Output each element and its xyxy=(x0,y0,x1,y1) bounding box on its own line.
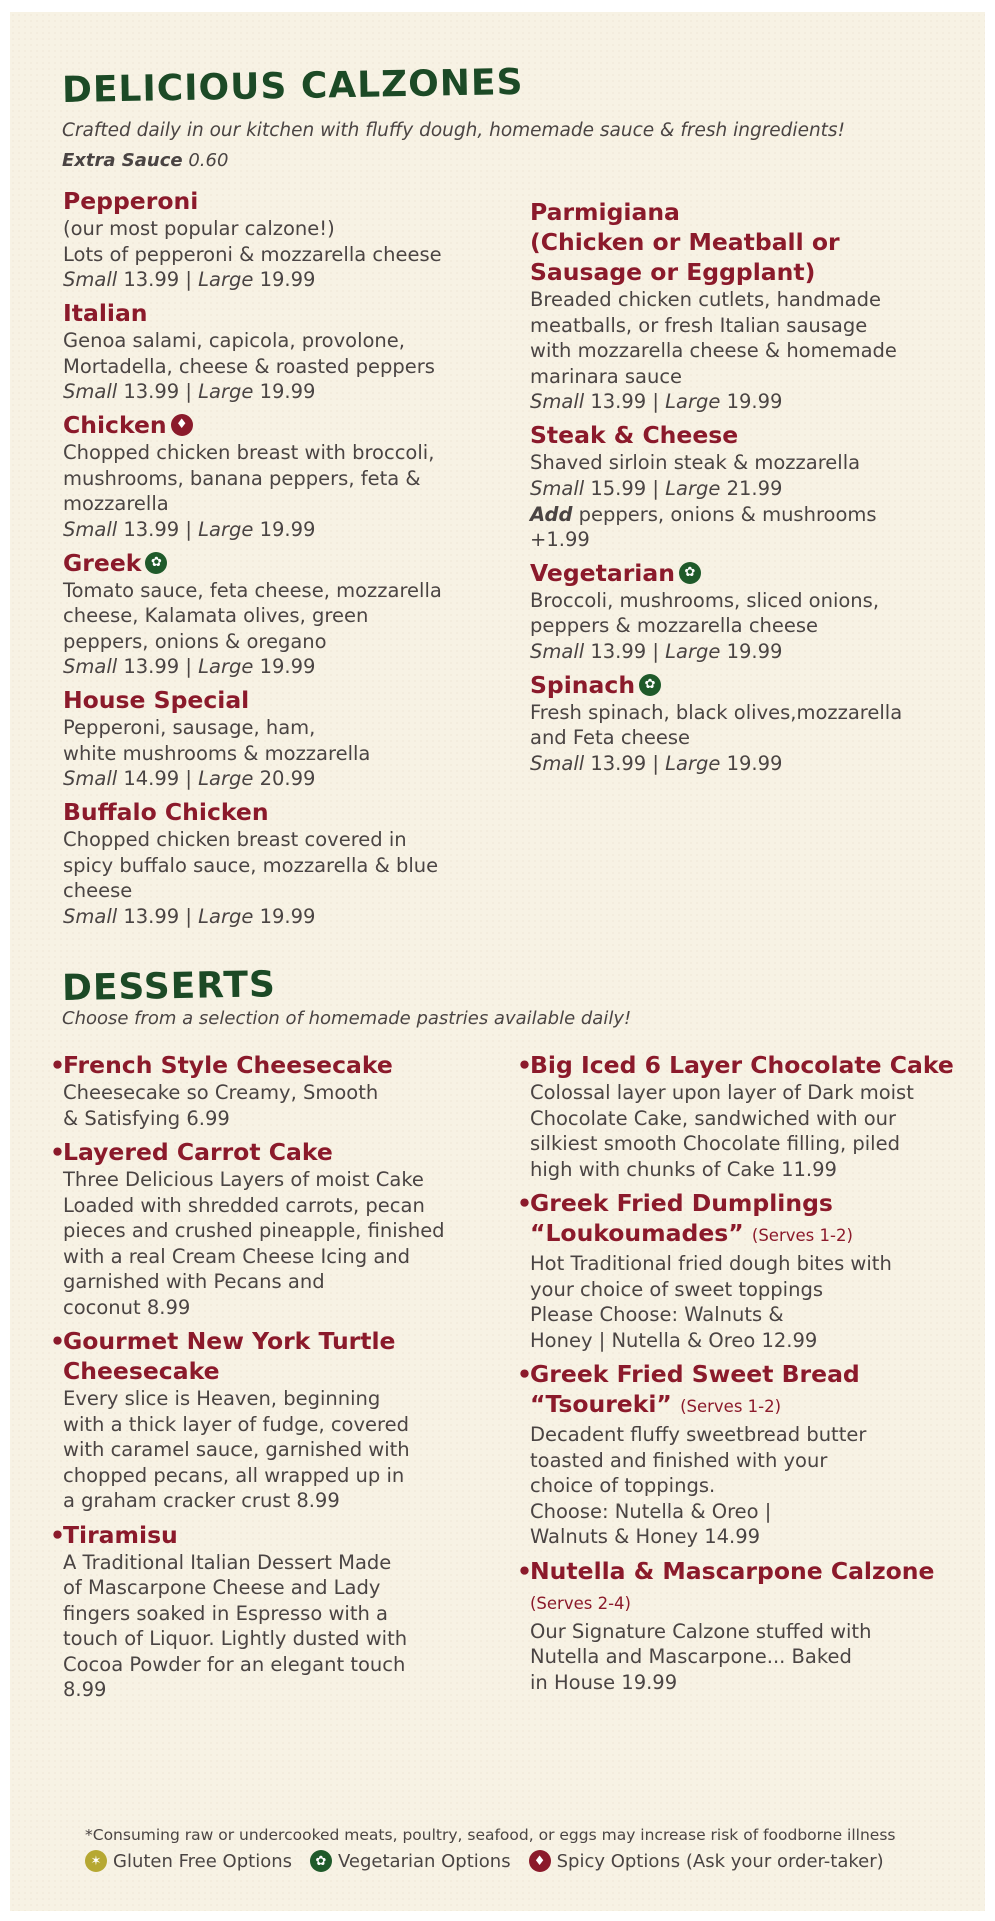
dessert-item xyxy=(517,1050,960,1182)
calzone-price: Small 14.99 | Large 20.99 xyxy=(63,767,316,790)
calzone-description: Broccoli, mushrooms, sliced onions, peppers & mozzarella cheese xyxy=(530,588,880,637)
bullet-icon: • xyxy=(517,1051,533,1079)
desserts-tagline: Choose from a selection of homemade pastries available daily! xyxy=(62,1008,632,1029)
legend-item xyxy=(310,1850,511,1872)
calzone-name-text: Italian xyxy=(63,299,148,327)
bullet-icon: • xyxy=(50,1138,66,1166)
calzone-name-text: House Special xyxy=(63,686,250,714)
calzone-name-text: Greek xyxy=(63,548,142,577)
calzone-name xyxy=(63,548,503,578)
calzone-description: Fresh spinach, black olives,mozzarella and Feta cheese xyxy=(530,700,903,749)
dessert-name-text: Layered Carrot Cake xyxy=(63,1138,333,1166)
leaf-icon: ✿ xyxy=(145,552,167,574)
dessert-name-text: French Style Cheesecake xyxy=(63,1051,393,1079)
calzone-description: Pepperoni, sausage, ham, white mushrooms & mozzarella xyxy=(63,716,371,765)
bullet-icon: • xyxy=(50,1051,66,1079)
calzones-title: DELICIOUS CALZONES xyxy=(61,61,524,111)
bullet-icon: • xyxy=(517,1360,533,1388)
leaf-icon: ✿ xyxy=(639,674,661,696)
calzone-name xyxy=(530,420,950,450)
calzone-name-text: Steak & Cheese xyxy=(530,421,739,449)
calzone-name xyxy=(63,797,503,827)
dessert-description: Cheesecake so Creamy, Smooth & Satisfying 6.99 xyxy=(63,1081,379,1130)
leaf-icon: ✿ xyxy=(679,562,701,584)
legend-item xyxy=(85,1850,292,1872)
legend-label: Gluten Free Options xyxy=(113,1850,292,1872)
desserts-title: DESSERTS xyxy=(61,964,277,1009)
dessert-name xyxy=(517,1556,960,1619)
dessert-name-text: Gourmet New York Turtle Cheesecake xyxy=(63,1327,396,1385)
dessert-name xyxy=(50,1520,503,1550)
dessert-name-text: Nutella & Mascarpone Calzone xyxy=(530,1556,935,1585)
calzone-name xyxy=(530,197,950,287)
leaf-icon: ✿ xyxy=(310,1850,332,1872)
calzone-name-text: Vegetarian xyxy=(530,558,675,587)
calzone-price: Small 15.99 | Large 21.99 xyxy=(530,476,783,500)
calzone-item xyxy=(63,685,503,792)
dessert-item xyxy=(50,1137,503,1320)
calzone-item xyxy=(63,298,503,405)
dessert-description: Every slice is Heaven, beginning with a thick layer of fudge, covered with caramel sauce, garnished with chopped pecans, all wrapped up in a graham cracker crust 8.99 xyxy=(63,1387,410,1512)
calzone-name xyxy=(63,685,503,715)
bullet-icon: • xyxy=(517,1556,533,1585)
dessert-item xyxy=(50,1050,503,1131)
calzone-item xyxy=(530,420,950,553)
dessert-item xyxy=(517,1188,960,1353)
dessert-name-text: Tiramisu xyxy=(63,1520,178,1549)
calzone-price: Small 13.99 | Large 19.99 xyxy=(63,655,316,678)
calzone-name xyxy=(63,410,503,440)
desserts-right-column xyxy=(517,1050,960,1701)
dessert-item xyxy=(517,1359,960,1550)
calzone-item xyxy=(63,186,503,293)
extra-sauce xyxy=(62,150,228,171)
calzone-item xyxy=(530,558,950,665)
dessert-item xyxy=(50,1326,503,1514)
dessert-name xyxy=(50,1326,503,1386)
legend-label: Vegetarian Options xyxy=(338,1850,511,1872)
calzone-description: Shaved sirloin steak & mozzarella xyxy=(530,451,861,474)
calzone-description: Genoa salami, capicola, provolone, Mortadella, cheese & roasted peppers xyxy=(63,329,435,378)
calzone-item xyxy=(63,410,503,543)
dessert-description: Decadent fluffy sweetbread butter toasted and finished with your choice of toppings. Choose: Nutella & Oreo | Walnuts & Honey 14.99 xyxy=(530,1423,867,1548)
icon-legend xyxy=(85,1850,902,1872)
calzone-name xyxy=(530,558,950,588)
calzone-description: Breaded chicken cutlets, handmade meatballs, or fresh Italian sausage with mozzarella cheese & homemade marinara sauce xyxy=(530,288,897,388)
calzone-price: Small 13.99 | Large 19.99 xyxy=(530,751,783,775)
legend-label: Spicy Options (Ask your order-taker) xyxy=(556,1850,884,1872)
calzone-name xyxy=(530,670,950,700)
dessert-serves: (Serves 1-2) xyxy=(751,1226,853,1245)
pepper-icon: ♦ xyxy=(171,414,193,436)
calzones-left-column xyxy=(63,186,503,935)
dessert-description: Our Signature Calzone stuffed with Nutella and Mascarpone... Baked in House 19.99 xyxy=(530,1619,872,1694)
dessert-serves: (Serves 2-4) xyxy=(530,1593,631,1613)
dessert-name xyxy=(50,1137,503,1167)
dessert-name xyxy=(517,1050,960,1080)
calzones-right-column xyxy=(530,197,950,782)
bullet-icon: • xyxy=(50,1520,66,1549)
calzone-price: Small 13.99 | Large 19.99 xyxy=(530,390,783,413)
calzone-item xyxy=(63,548,503,681)
calzone-price: Small 13.99 | Large 19.99 xyxy=(63,904,316,928)
calzone-price: Small 13.99 | Large 19.99 xyxy=(63,268,316,291)
extra-sauce-label: Extra Sauce xyxy=(62,150,183,171)
dessert-description: A Traditional Italian Dessert Made of Mascarpone Cheese and Lady fingers soaked in Espresso with a touch of Liquor. Lightly dusted with Cocoa Powder for an elegant touch 8.99 xyxy=(63,1550,408,1701)
calzone-item xyxy=(530,670,950,777)
dessert-name-text: Greek Fried Sweet Bread “Tsoureki” xyxy=(530,1360,860,1418)
calzone-description: Chopped chicken breast with broccoli, mushrooms, banana peppers, feta & mozzarella xyxy=(63,441,435,515)
dessert-description: Colossal layer upon layer of Dark moist Chocolate Cake, sandwiched with our silkiest smooth Chocolate filling, piled high with chunks of Cake 11.99 xyxy=(530,1081,914,1181)
health-disclaimer: *Consuming raw or undercooked meats, poultry, seafood, or eggs may increase risk of foodborne illness xyxy=(85,1826,896,1844)
calzone-description: (our most popular calzone!) Lots of pepperoni & mozzarella cheese xyxy=(63,217,442,266)
calzones-tagline: Crafted daily in our kitchen with fluffy dough, homemade sauce & fresh ingredients! xyxy=(62,120,845,141)
dessert-name-text: Greek Fried Dumplings “Loukoumades” xyxy=(530,1189,833,1247)
legend-item xyxy=(529,1850,884,1872)
calzone-name-text: Spinach xyxy=(530,670,636,699)
dessert-description: Three Delicious Layers of moist Cake Loaded with shredded carrots, pecan pieces and crushed pineapple, finished with a real Cream Cheese Icing and garnished with Pecans and coconut 8.99 xyxy=(63,1168,445,1319)
extra-sauce-price: 0.60 xyxy=(188,150,229,171)
calzone-description: Tomato sauce, feta cheese, mozzarella cheese, Kalamata olives, green peppers, onions & oregano xyxy=(63,578,442,653)
dessert-item xyxy=(517,1556,960,1696)
calzone-name-text: Chicken xyxy=(63,411,167,439)
dessert-name xyxy=(50,1050,503,1080)
calzone-addon: Add peppers, onions & mushrooms +1.99 xyxy=(530,502,877,551)
calzone-item xyxy=(530,197,950,415)
calzone-name xyxy=(63,298,503,328)
dessert-name xyxy=(517,1188,960,1251)
calzone-description: Chopped chicken breast covered in spicy buffalo sauce, mozzarella & blue cheese xyxy=(63,828,439,902)
calzone-name-text: Pepperoni xyxy=(63,187,199,215)
calzone-name xyxy=(63,186,503,216)
dessert-item xyxy=(50,1520,503,1703)
bullet-icon: • xyxy=(50,1327,66,1355)
calzone-price: Small 13.99 | Large 19.99 xyxy=(63,517,316,541)
wheat-icon: ✶ xyxy=(85,1850,107,1872)
calzone-name-text: Buffalo Chicken xyxy=(63,798,269,826)
calzone-item xyxy=(63,797,503,930)
desserts-left-column xyxy=(50,1050,503,1709)
dessert-description: Hot Traditional fried dough bites with your choice of sweet toppings Please Choose: Walnuts & Honey | Nutella & Oreo 12.99 xyxy=(530,1252,892,1352)
dessert-name-text: Big Iced 6 Layer Chocolate Cake xyxy=(530,1051,954,1079)
bullet-icon: • xyxy=(517,1189,533,1217)
pepper-icon: ♦ xyxy=(529,1850,551,1872)
calzone-price: Small 13.99 | Large 19.99 xyxy=(63,380,316,403)
dessert-name xyxy=(517,1359,960,1422)
calzone-name-text: Parmigiana (Chicken or Meatball or Sausage or Eggplant) xyxy=(530,198,840,286)
calzone-price: Small 13.99 | Large 19.99 xyxy=(530,639,783,663)
dessert-serves: (Serves 1-2) xyxy=(680,1397,782,1416)
